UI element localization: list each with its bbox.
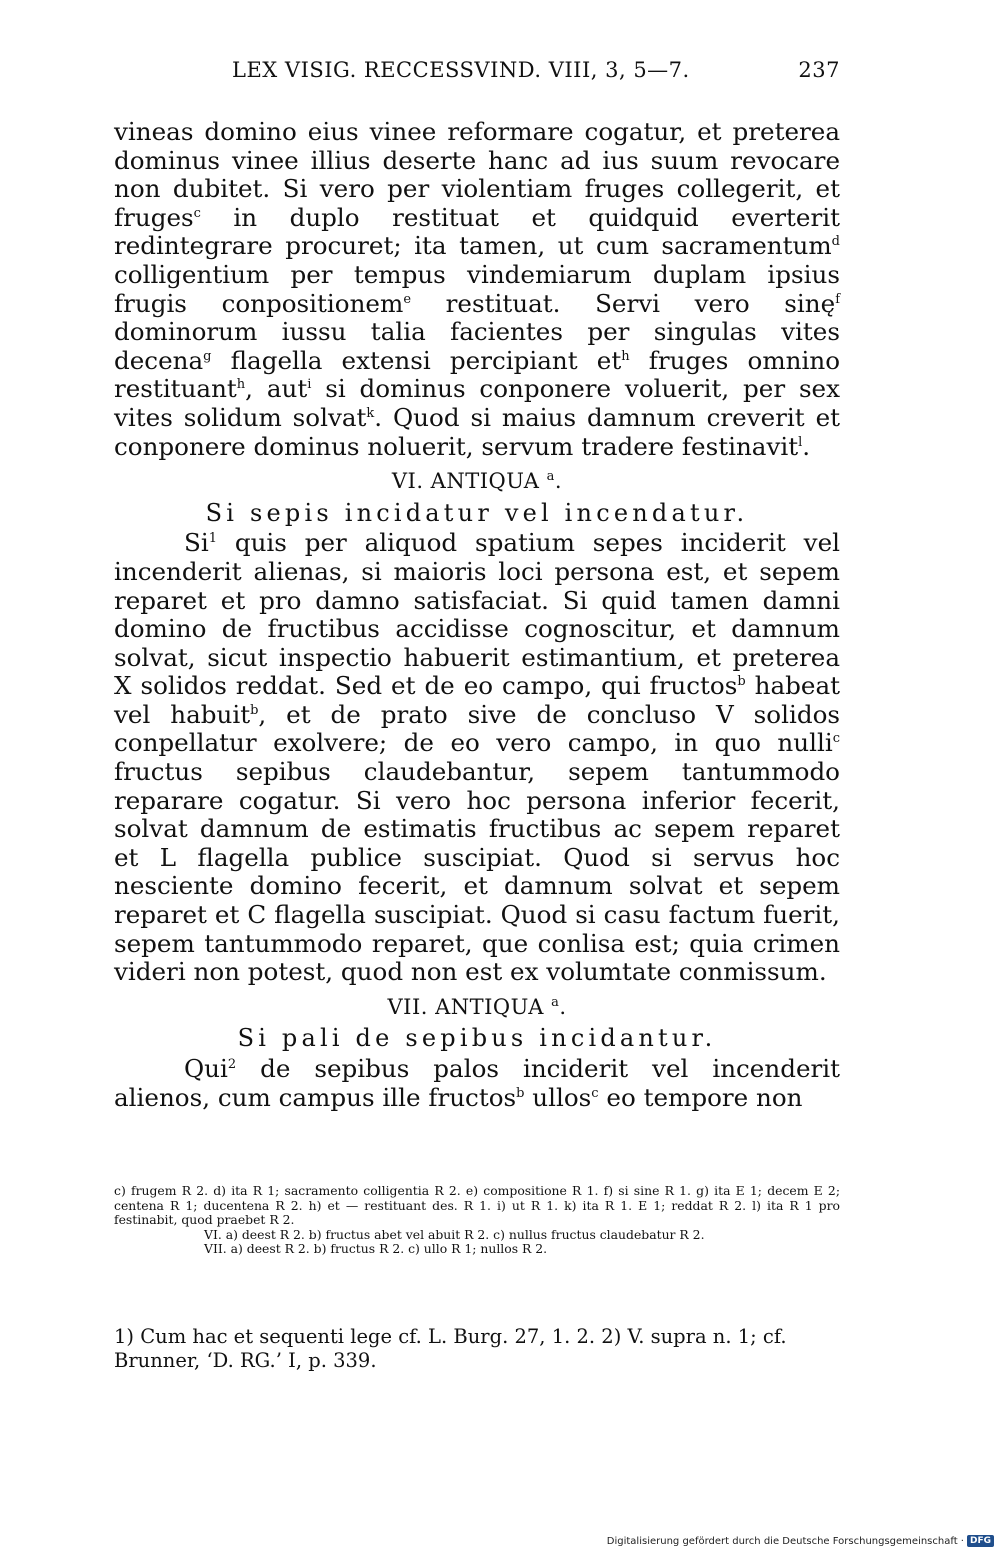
- section-number: VI. ANTIQUA $^a$.: [391, 469, 563, 494]
- page-number: 237: [798, 58, 840, 82]
- note-marker: f: [835, 291, 840, 307]
- continuation-paragraph: vineas domino eius vinee reformare cogatur, et preterea dominus vinee illius deserte hanc ad ius suum revocare non dubitet. Si vero per violentiam fruges collegerit, et fruges$^c$ in duplo restituat et quidquid everterit redintegrare procuret; ita tamen, ut cum sacramentum$^d$ colligentium per tempus vindemiarum duplam ipsius frugis conpositionem$^e$ restituat. Servi vero sinę$^f$ dominorum iussu talia facientes per singulas vites decena$^g$ flagella extensi percipiant $et^h$ fruges omnino restituant$^h$, aut$^i$ si dominus conponere voluerit, per sex vites solidum solvat$^k$. Quod si maius damnum creverit et conponere dominus noluerit, servum tradere festinavit$^l$.: [114, 117, 841, 461]
- section-number: VII. ANTIQUA $^a$.: [387, 994, 567, 1019]
- digitization-credit: [607, 1535, 994, 1547]
- credit-text: Digitalisierung gefördert durch die Deutsche Forschungsgemeinschaft ·: [606, 1535, 964, 1547]
- section-title: Si sepis incidatur vel incendatur.: [205, 498, 749, 527]
- note-marker: l: [798, 434, 803, 450]
- note-marker: c: [832, 731, 840, 747]
- note-marker: c: [591, 1085, 599, 1101]
- note-marker: e: [403, 291, 412, 307]
- variant-note: c) frugem R 2. d) ita R 1; sacramento colligentia R 2. e) compositione R 1. f) si sine R 1. g) ita E 1; decem E 2; centena R 1; ducentena R 2. h) et — restituant des. R 1. i) ut R 1. k) ita R 1. E 1; reddat R 2. l) ita R 1 pro festinabit, quod praebet R 2.: [114, 1183, 840, 1228]
- section-vi: [114, 467, 840, 987]
- section-note-marker: a: [551, 994, 560, 1010]
- note-marker: g: [203, 348, 212, 364]
- note-marker: k: [366, 405, 375, 421]
- main-text: [114, 118, 840, 1112]
- variant-note: VII. a) deest R 2. b) fructus R 2. c) ullo R 1; nullos R 2.: [204, 1241, 548, 1257]
- note-marker: b: [737, 674, 746, 690]
- note-marker: b: [250, 702, 259, 718]
- running-title: LEX VISIG. RECCESSVIND. VIII, 3, 5—7.: [232, 58, 690, 82]
- footnotes: [114, 1325, 840, 1373]
- variant-note: VI. a) deest R 2. b) fructus abet vel abuit R 2. c) nullus fructus claudebatur R 2.: [204, 1226, 705, 1242]
- section-note-marker: a: [546, 469, 555, 485]
- note-marker: b: [516, 1085, 525, 1101]
- section-text: Qui$^2$ de sepibus palos inciderit vel incenderit alienos, cum campus ille fructos$^b$ ullos$^c$ eo tempore non: [114, 1054, 840, 1112]
- footnote: 1) Cum hac et sequenti lege cf. L. Burg. 27, 1. 2. 2) V. supra n. 1; cf. Brunner, ‘D. RG.’ I, p. 339.: [114, 1325, 787, 1372]
- note-marker: 2: [227, 1056, 237, 1072]
- running-header: [114, 58, 840, 92]
- section-vii: [114, 993, 840, 1112]
- note-marker: c: [193, 205, 201, 221]
- note-marker: h: [621, 348, 630, 364]
- dfg-logo-icon: DFG: [967, 1535, 994, 1547]
- section-title: Si pali de sepibus incidantur.: [237, 1024, 717, 1053]
- note-marker: 1: [208, 531, 217, 547]
- note-marker: h: [236, 377, 246, 393]
- variant-notes: [114, 1184, 840, 1257]
- section-text: Si$^1$ quis per aliquod spatium sepes inciderit vel incenderit alienas, si maioris loci persona est, et sepem reparet et pro damno satisfaciat. Si quid tamen damni domino de fructibus accidisse cognoscitur, et damnum solvat, sicut inspectio habuerit estimantium, et preterea X solidos reddat. Sed et de eo campo, qui fructos$^b$ habeat vel habuit$^b$, et de prato sive de concluso V solidos conpellatur exolvere; de eo vero campo, in quo nulli$^c$ fructus sepibus claudebantur, sepem tantummodo reparare cogatur. Si vero hoc persona inferior fecerit, solvat damnum de estimatis fructibus ac sepem reparet et L flagella publice suscipiat. Quod si servus hoc nesciente domino fecerit, et damnum solvat et sepem reparet et C flagella suscipiat. Quod si casu factum fuerit, sepem tantummodo reparet, que conlisa est; quia crimen videri non potest, quod non est ex volumtate conmissum.: [114, 528, 840, 987]
- note-marker: d: [831, 234, 840, 250]
- note-marker: i: [307, 377, 312, 393]
